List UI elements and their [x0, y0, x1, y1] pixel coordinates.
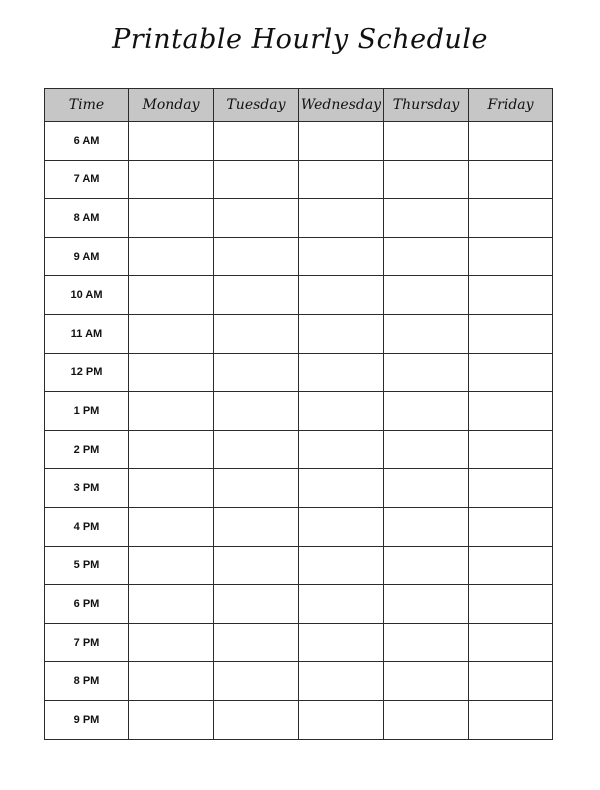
table-row [45, 353, 553, 392]
schedule-cell-friday [469, 546, 553, 585]
schedule-cell-tuesday [214, 469, 299, 508]
schedule-cell-friday [469, 623, 553, 662]
table-row [45, 237, 553, 276]
column-header-time: Time [45, 89, 129, 122]
table-row [45, 469, 553, 508]
schedule-cell-thursday [384, 237, 469, 276]
schedule-cell-wednesday [299, 623, 384, 662]
schedule-cell-thursday [384, 276, 469, 315]
schedule-cell-tuesday [214, 314, 299, 353]
schedule-cell-thursday [384, 623, 469, 662]
schedule-cell-monday [129, 160, 214, 199]
time-slot-label: 7 PM [45, 623, 129, 662]
table-row [45, 314, 553, 353]
schedule-cell-thursday [384, 199, 469, 238]
time-slot-label: 3 PM [45, 469, 129, 508]
header-row [45, 89, 553, 122]
schedule-cell-friday [469, 199, 553, 238]
page-title: Printable Hourly Schedule [112, 24, 488, 55]
column-header-tuesday: Tuesday [214, 89, 299, 122]
table-row [45, 623, 553, 662]
schedule-cell-monday [129, 546, 214, 585]
schedule-cell-wednesday [299, 353, 384, 392]
time-slot-label: 12 PM [45, 353, 129, 392]
table-row [45, 700, 553, 739]
schedule-cell-thursday [384, 314, 469, 353]
schedule-cell-tuesday [214, 392, 299, 431]
schedule-cell-thursday [384, 507, 469, 546]
schedule-cell-wednesday [299, 585, 384, 624]
schedule-cell-tuesday [214, 507, 299, 546]
schedule-cell-wednesday [299, 276, 384, 315]
table-row [45, 546, 553, 585]
schedule-cell-friday [469, 314, 553, 353]
schedule-cell-wednesday [299, 430, 384, 469]
time-slot-label: 9 PM [45, 700, 129, 739]
schedule-cell-friday [469, 160, 553, 199]
time-slot-label: 10 AM [45, 276, 129, 315]
schedule-body [45, 122, 553, 740]
table-row [45, 430, 553, 469]
schedule-cell-wednesday [299, 237, 384, 276]
schedule-cell-friday [469, 276, 553, 315]
schedule-table [44, 88, 553, 740]
time-slot-label: 6 PM [45, 585, 129, 624]
schedule-cell-wednesday [299, 507, 384, 546]
time-slot-label: 11 AM [45, 314, 129, 353]
column-header-friday: Friday [469, 89, 553, 122]
schedule-cell-wednesday [299, 546, 384, 585]
schedule-cell-friday [469, 700, 553, 739]
schedule-cell-monday [129, 276, 214, 315]
schedule-cell-friday [469, 237, 553, 276]
schedule-cell-thursday [384, 430, 469, 469]
schedule-cell-monday [129, 507, 214, 546]
schedule-cell-tuesday [214, 237, 299, 276]
time-slot-label: 8 AM [45, 199, 129, 238]
time-slot-label: 6 AM [45, 122, 129, 161]
schedule-cell-tuesday [214, 199, 299, 238]
schedule-cell-monday [129, 314, 214, 353]
schedule-cell-tuesday [214, 662, 299, 701]
table-row [45, 392, 553, 431]
table-row [45, 662, 553, 701]
time-slot-label: 7 AM [45, 160, 129, 199]
time-slot-label: 8 PM [45, 662, 129, 701]
schedule-cell-tuesday [214, 623, 299, 662]
schedule-cell-wednesday [299, 314, 384, 353]
column-header-monday: Monday [129, 89, 214, 122]
schedule-cell-tuesday [214, 276, 299, 315]
table-row [45, 122, 553, 161]
schedule-cell-wednesday [299, 199, 384, 238]
schedule-cell-thursday [384, 585, 469, 624]
schedule-cell-friday [469, 585, 553, 624]
schedule-cell-monday [129, 353, 214, 392]
schedule-cell-tuesday [214, 122, 299, 161]
schedule-cell-monday [129, 662, 214, 701]
schedule-cell-thursday [384, 122, 469, 161]
schedule-cell-monday [129, 237, 214, 276]
schedule-cell-thursday [384, 353, 469, 392]
table-row [45, 160, 553, 199]
time-slot-label: 9 AM [45, 237, 129, 276]
table-row [45, 585, 553, 624]
table-row [45, 276, 553, 315]
schedule-cell-wednesday [299, 160, 384, 199]
schedule-cell-wednesday [299, 662, 384, 701]
time-slot-label: 1 PM [45, 392, 129, 431]
schedule-cell-tuesday [214, 546, 299, 585]
schedule-cell-friday [469, 469, 553, 508]
column-header-thursday: Thursday [384, 89, 469, 122]
time-slot-label: 2 PM [45, 430, 129, 469]
schedule-cell-friday [469, 122, 553, 161]
schedule-cell-tuesday [214, 160, 299, 199]
schedule-cell-wednesday [299, 469, 384, 508]
schedule-cell-friday [469, 507, 553, 546]
schedule-cell-thursday [384, 469, 469, 508]
schedule-cell-thursday [384, 700, 469, 739]
table-row [45, 507, 553, 546]
schedule-cell-wednesday [299, 700, 384, 739]
schedule-cell-monday [129, 122, 214, 161]
schedule-cell-wednesday [299, 122, 384, 161]
schedule-cell-thursday [384, 546, 469, 585]
time-slot-label: 5 PM [45, 546, 129, 585]
schedule-cell-thursday [384, 160, 469, 199]
schedule-cell-friday [469, 662, 553, 701]
schedule-cell-tuesday [214, 353, 299, 392]
schedule-cell-thursday [384, 392, 469, 431]
schedule-cell-friday [469, 430, 553, 469]
schedule-cell-tuesday [214, 430, 299, 469]
schedule-cell-friday [469, 392, 553, 431]
schedule-cell-friday [469, 353, 553, 392]
schedule-cell-wednesday [299, 392, 384, 431]
schedule-cell-monday [129, 700, 214, 739]
time-slot-label: 4 PM [45, 507, 129, 546]
schedule-cell-monday [129, 585, 214, 624]
schedule-cell-monday [129, 199, 214, 238]
schedule-cell-tuesday [214, 700, 299, 739]
column-header-wednesday: Wednesday [299, 89, 384, 122]
schedule-cell-monday [129, 392, 214, 431]
schedule-cell-monday [129, 430, 214, 469]
schedule-cell-thursday [384, 662, 469, 701]
table-row [45, 199, 553, 238]
schedule-cell-monday [129, 623, 214, 662]
schedule-cell-monday [129, 469, 214, 508]
schedule-cell-tuesday [214, 585, 299, 624]
